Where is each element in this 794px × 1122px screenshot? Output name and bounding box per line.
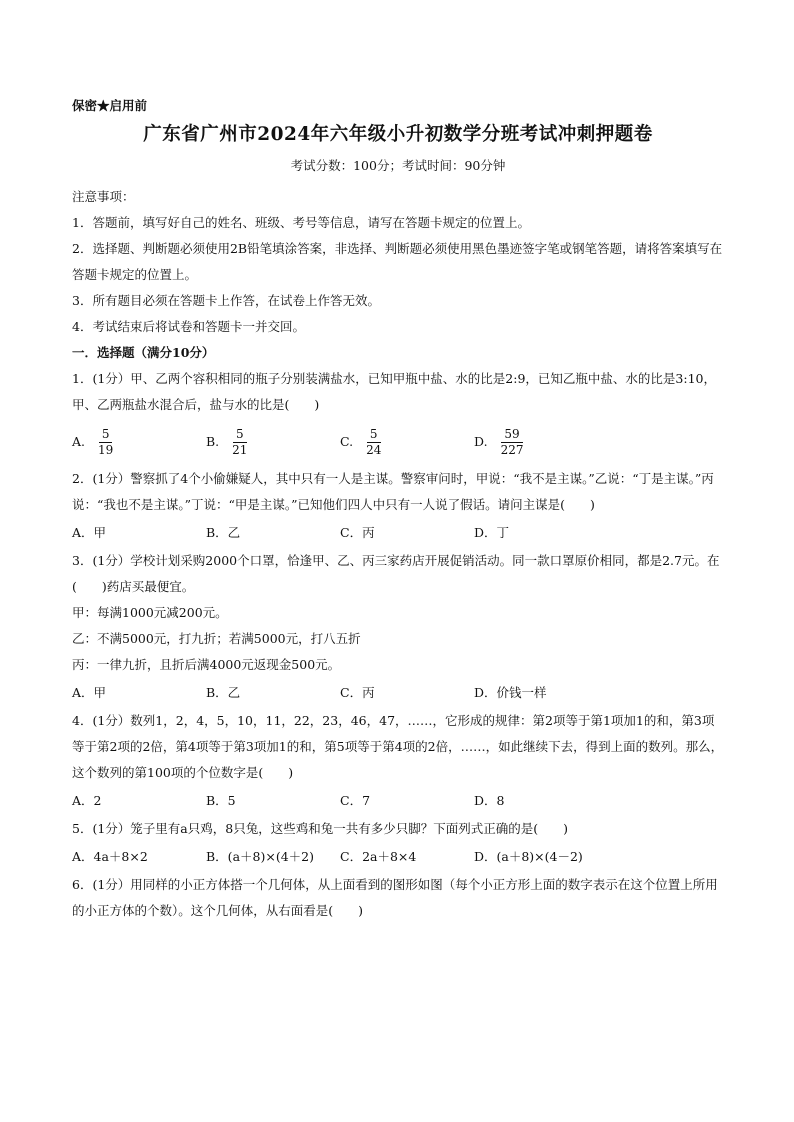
fraction: $\frac{59}{227}$ [500,426,524,457]
exam-title: 广东省广州市2024年六年级小升初数学分班考试冲刺押题卷 [143,124,653,145]
question-3-text: 3．(1分）学校计划采购2000个口罩，恰逢甲、乙、丙三家药店开展促销活动。同一款口罩原价相同，都是2.7元。在( )药店买最便宜。 [72,553,720,594]
option-b[interactable]: B．乙 [206,685,241,700]
store-offer: 甲：每满1000元减200元。 [72,605,228,620]
question-6-text: 6．(1分）用同样的小正方体搭一个几何体，从上面看到的图形如图（每个小正方形上面的数字表示在这个位置上所用的小正方体的个数）。这个几何体，从右面看是( ) [72,877,718,918]
question-5-options [72,844,724,870]
notice-heading: 注意事项： [72,189,135,204]
fraction: $\frac{5}{19}$ [98,426,114,457]
option-b[interactable]: B．(a＋8)×(4＋2) [206,849,314,864]
option-d[interactable]: D．(a＋8)×(4－2) [474,849,583,864]
fraction: $\frac{5}{24}$ [366,426,382,457]
option-b[interactable]: B. $\frac{5}{21}$ [206,427,340,458]
option-a[interactable]: A．甲 [72,685,107,700]
notice-item: 1．答题前，填写好自己的姓名、班级、考号等信息，请写在答题卡规定的位置上。 [72,215,530,230]
option-a[interactable]: A．2 [72,793,102,808]
section-heading: 一．选择题（满分10分） [72,345,215,360]
store-offer: 丙：一律九折，且折后满4000元返现金500元。 [72,657,341,672]
option-d[interactable]: D．丁 [474,525,510,540]
option-d[interactable]: D. $\frac{59}{227}$ [474,427,608,458]
question-2-text: 2．(1分）警察抓了4个小偷嫌疑人，其中只有一人是主谋。警察审问时，甲说：“我不是主谋。”乙说：“丁是主谋。”丙说：“我也不是主谋。”丁说：“甲是主谋。”已知他们四人中只有一人说了假话。请问主谋是( ) [72,471,714,512]
exam-page [72,96,724,924]
store-offer: 乙：不满5000元，打九折；若满5000元，打八五折 [72,631,361,646]
fraction: $\frac{5}{21}$ [232,426,248,457]
option-b[interactable]: B．乙 [206,525,241,540]
option-a[interactable]: A．甲 [72,525,107,540]
option-a[interactable]: A．4a＋8×2 [72,849,148,864]
option-c[interactable]: C. $\frac{5}{24}$ [340,427,474,458]
option-c[interactable]: C．丙 [340,685,375,700]
option-c[interactable]: C．2a＋8×4 [340,849,417,864]
question-3-options [72,680,724,706]
option-c[interactable]: C．丙 [340,525,375,540]
confidential-mark: 保密★启用前 [72,98,148,113]
option-b[interactable]: B．5 [206,793,236,808]
question-5-text: 5．(1分）笼子里有a只鸡，8只兔，这些鸡和兔一共有多少只脚？下面列式正确的是( ) [72,821,568,836]
notice-item: 3．所有题目必须在答题卡上作答，在试卷上作答无效。 [72,293,380,308]
question-4-options [72,788,724,814]
question-4-text: 4．(1分）数列1，2，4，5，10，11，22，23，46，47，……，它形成的规律：第2项等于第1项加1的和，第3项等于第2项的2倍，第4项等于第3项加1的和，第5项等于第4项的2倍，……，如此继续下去，得到上面的数列。那么，这个数列的第100项的个位数字是( ) [72,713,724,780]
option-a[interactable]: A. $\frac{5}{19}$ [72,427,206,458]
notice-block [72,184,724,340]
option-d[interactable]: D．8 [474,793,505,808]
notice-item: 2．选择题、判断题必须使用2B铅笔填涂答案，非选择、判断题必须使用黑色墨迹签字笔或钢笔答题，请将答案填写在答题卡规定的位置上。 [72,241,723,282]
notice-item: 4．考试结束后将试卷和答题卡一并交回。 [72,319,305,334]
question-1-text: 1．(1分）甲、乙两个容积相同的瓶子分别装满盐水，已知甲瓶中盐、水的比是2:9，已知乙瓶中盐、水的比是3:10，甲、乙两瓶盐水混合后，盐与水的比是( ) [72,371,716,412]
question-2-options [72,520,724,546]
option-c[interactable]: C．7 [340,793,371,808]
option-d[interactable]: D．价钱一样 [474,685,547,700]
exam-info: 考试分数：100分；考试时间：90分钟 [290,158,506,173]
question-1-options [72,420,724,464]
